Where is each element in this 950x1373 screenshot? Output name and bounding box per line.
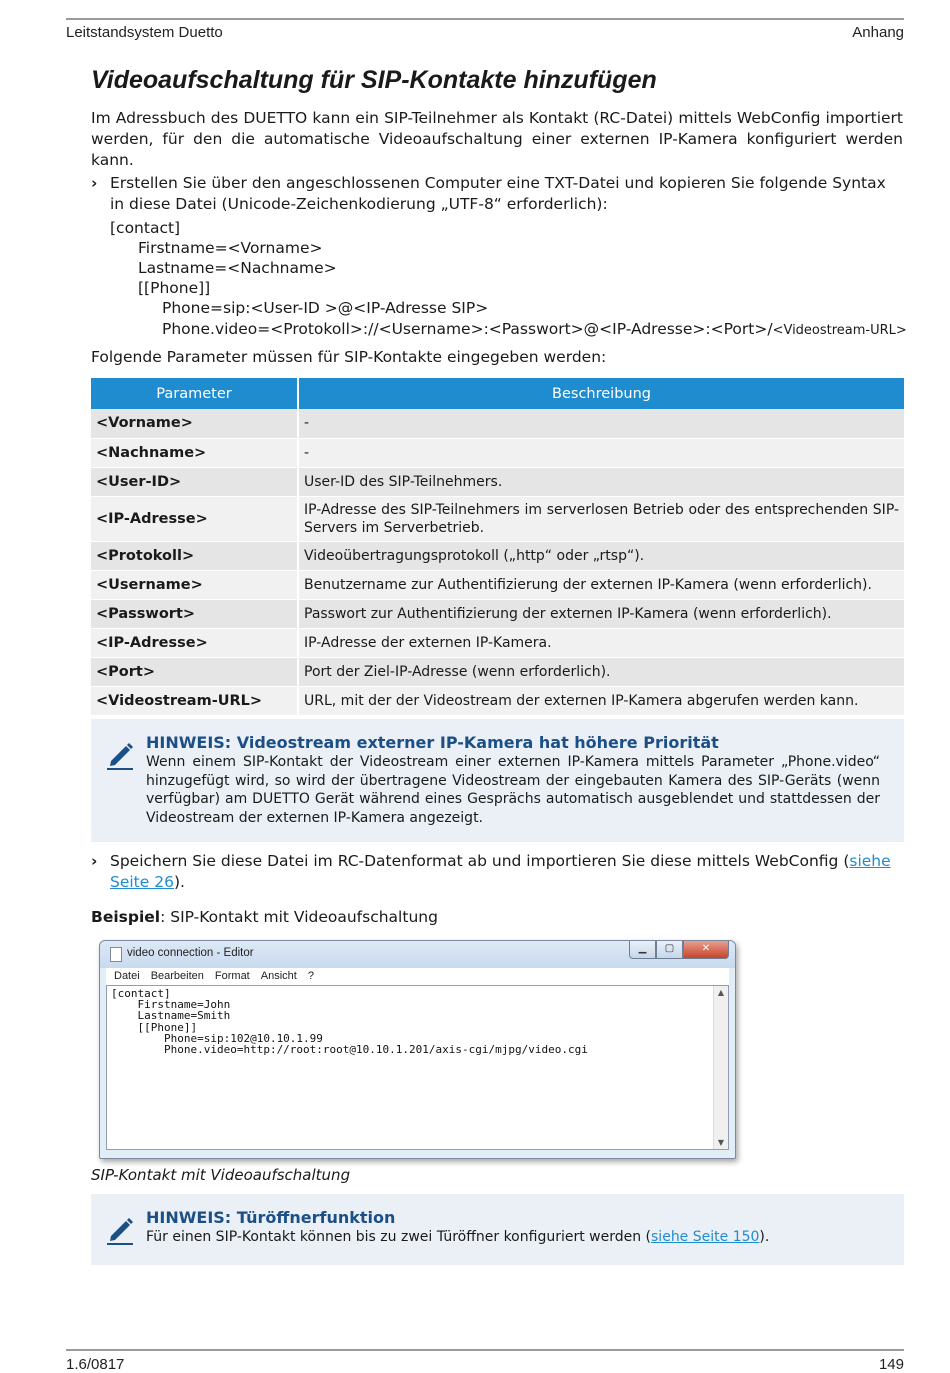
- table-lead: Folgende Parameter müssen für SIP-Kontakte eingegeben werden:: [91, 348, 607, 366]
- minimize-button[interactable]: ▁: [629, 941, 656, 959]
- note-body: Wenn einem SIP-Kontakt der Videostream einer externen IP-Kamera mittels Parameter „Phone.video“ hinzugefügt wird, so wird der übertragene Videostream der eingebauten Kamera des SIP-Geräts (wenn verfügbar) am DUETTO Gerät während eines Gesprächs automatisch ausgeblendet und stattdessen der Videostream der externen IP-Kamera angezeigt.: [146, 754, 880, 826]
- header-right: Anhang: [852, 24, 904, 41]
- table-row: [91, 570, 904, 599]
- table-row: [91, 628, 904, 657]
- table-row: [91, 599, 904, 628]
- note-heading: HINWEIS: Videostream externer IP-Kamera hat höhere Priorität: [146, 733, 719, 752]
- chevron-right-icon: ›: [91, 852, 98, 870]
- desc-cell: Videoübertragungsprotokoll („http“ oder „rtsp“).: [298, 541, 904, 570]
- desc-cell: IP-Adresse der externen IP-Kamera.: [298, 628, 904, 657]
- scroll-down-icon[interactable]: ▼: [717, 1138, 725, 1147]
- header-rule: [66, 18, 904, 20]
- link-page-150[interactable]: siehe Seite 150: [651, 1229, 760, 1245]
- editor-content: [111, 988, 588, 1055]
- syntax-line-1: [contact]: [110, 219, 181, 237]
- maximize-button[interactable]: ▢: [656, 941, 683, 959]
- footer-rule: [66, 1349, 904, 1351]
- editor-line: Phone.video=http://root:root@10.10.1.201/axis-cgi/mjpg/video.cgi: [111, 1043, 588, 1057]
- table-row: [91, 686, 904, 715]
- step-1-text: Erstellen Sie über den angeschlossenen Computer eine TXT-Datei und kopieren Sie folgende Syntax in diese Datei (Unicode-Zeichenkodierung „UTF-8“ erforderlich):: [110, 174, 886, 213]
- param-cell: <Nachname>: [91, 438, 298, 467]
- table-row: [91, 467, 904, 496]
- syntax-line-6-main: Phone.video=<Protokoll>://<Username>:<Passwort>@<IP-Adresse>:<Port>/: [162, 320, 773, 338]
- header-left: Leitstandsystem Duetto: [66, 24, 223, 41]
- example-heading: [91, 908, 438, 926]
- syntax-line-5: Phone=sip:<User-ID >@<IP-Adresse SIP>: [162, 299, 489, 317]
- editor-line: [[Phone]]: [111, 1020, 198, 1034]
- param-cell: <User-ID>: [91, 467, 298, 496]
- editor-line: Firstname=John: [111, 998, 231, 1012]
- param-cell: <Port>: [91, 657, 298, 686]
- editor-line: Lastname=Smith: [111, 1009, 231, 1023]
- param-cell: <Protokoll>: [91, 541, 298, 570]
- desc-cell: URL, mit der der Videostream der externen IP-Kamera abgerufen werden kann.: [298, 686, 904, 715]
- syntax-line-3: Lastname=<Nachname>: [138, 259, 337, 277]
- step-2-after: ).: [173, 873, 185, 891]
- chevron-right-icon: ›: [91, 174, 98, 192]
- param-cell: <Username>: [91, 570, 298, 599]
- step-2-text: Speichern Sie diese Datei im RC-Datenformat ab und importieren Sie diese mittels WebConfig (: [110, 852, 850, 870]
- desc-cell: Passwort zur Authentifizierung der externen IP-Kamera (wenn erforderlich).: [298, 599, 904, 628]
- menu-bearbeiten[interactable]: Bearbeiten: [150, 970, 204, 982]
- example-label: Beispiel: [91, 908, 161, 926]
- figure-caption: SIP-Kontakt mit Videoaufschaltung: [91, 1166, 351, 1184]
- note-heading: HINWEIS: Türöffnerfunktion: [146, 1208, 396, 1227]
- note-body: Für einen SIP-Kontakt können bis zu zwei Türöffner konfiguriert werden (: [146, 1229, 652, 1245]
- syntax-line-6-url: <Videostream-URL>: [772, 323, 907, 338]
- menu-help[interactable]: ?: [307, 970, 314, 982]
- intro-paragraph: Im Adressbuch des DUETTO kann ein SIP-Teilnehmer als Kontakt (RC-Datei) mittels WebConfig importiert werden, für den die automatische Videoaufschaltung einer externen IP-Kamera konfiguriert werden kann.: [91, 109, 903, 169]
- param-cell: <IP-Adresse>: [91, 496, 298, 541]
- table-row: [91, 541, 904, 570]
- param-cell: <Videostream-URL>: [91, 686, 298, 715]
- notepad-icon: [110, 947, 122, 962]
- editor-menubar: [106, 968, 729, 985]
- param-cell: <Passwort>: [91, 599, 298, 628]
- syntax-line-4: [[Phone]]: [138, 279, 211, 297]
- table-row: [91, 496, 904, 541]
- pencil-icon: [105, 1214, 135, 1246]
- link-page-26[interactable]: siehe Seite 26: [110, 852, 891, 891]
- table-row: [91, 657, 904, 686]
- note-body-after: ).: [759, 1229, 770, 1245]
- editor-line: [contact]: [111, 987, 171, 1000]
- page-title: Videoaufschaltung für SIP-Kontakte hinzufügen: [91, 66, 657, 94]
- page-number: 149: [878, 1356, 904, 1373]
- parameter-table: [91, 378, 904, 716]
- param-cell: <IP-Adresse>: [91, 628, 298, 657]
- editor-title: video connection - Editor: [127, 947, 254, 959]
- example-text: : SIP-Kontakt mit Videoaufschaltung: [160, 908, 438, 926]
- desc-cell: Port der Ziel-IP-Adresse (wenn erforderlich).: [298, 657, 904, 686]
- editor-titlebar: [100, 941, 735, 968]
- editor-window: [99, 940, 736, 1159]
- desc-cell: -: [298, 438, 904, 467]
- vertical-scrollbar[interactable]: [713, 986, 728, 1149]
- footer-version: 1.6/0817: [66, 1356, 125, 1373]
- desc-cell: User-ID des SIP-Teilnehmers.: [298, 467, 904, 496]
- param-cell: <Vorname>: [91, 409, 298, 438]
- scroll-up-icon[interactable]: ▲: [717, 988, 725, 997]
- syntax-line-2: Firstname=<Vorname>: [138, 239, 323, 257]
- desc-cell: Benutzername zur Authentifizierung der externen IP-Kamera (wenn erforderlich).: [298, 570, 904, 599]
- editor-textarea[interactable]: [106, 985, 729, 1150]
- note-door-opener: [91, 1194, 904, 1265]
- column-header-description: Beschreibung: [298, 378, 904, 409]
- column-header-parameter: Parameter: [91, 378, 298, 409]
- syntax-line-6: [162, 319, 907, 341]
- pencil-icon: [105, 739, 135, 771]
- close-button[interactable]: ✕: [683, 941, 729, 959]
- menu-ansicht[interactable]: Ansicht: [260, 970, 297, 982]
- editor-line: Phone=sip:102@10.10.1.99: [111, 1031, 323, 1045]
- table-header-row: [91, 378, 904, 409]
- menu-datei[interactable]: Datei: [114, 970, 140, 982]
- desc-cell: IP-Adresse des SIP-Teilnehmers im serverlosen Betrieb oder des entsprechenden SIP-Servers im Serverbetrieb.: [298, 496, 904, 541]
- note-video-priority: [91, 719, 904, 842]
- desc-cell: -: [298, 409, 904, 438]
- menu-format[interactable]: Format: [214, 970, 250, 982]
- table-row: [91, 409, 904, 438]
- table-row: [91, 438, 904, 467]
